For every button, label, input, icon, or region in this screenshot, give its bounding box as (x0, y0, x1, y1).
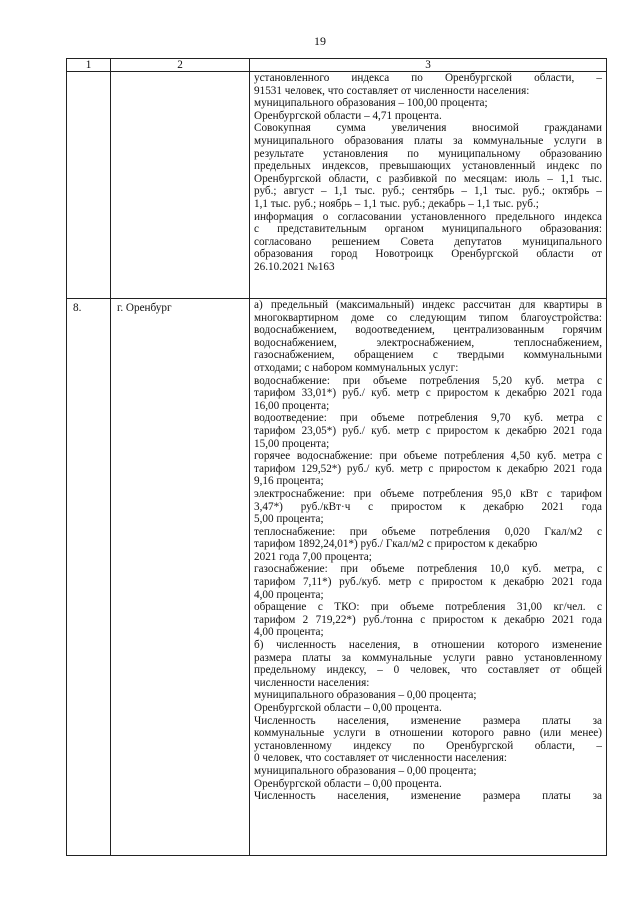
text-line: размера платы за коммунальные услуги равно установленному (254, 651, 602, 664)
text-line: результате установления по муниципальному образованию (254, 147, 602, 160)
text-line: согласовано решением Совета депутатов муниципального (254, 235, 602, 248)
text-line: многоквартирном доме со следующим типом благоустройства: (254, 311, 602, 324)
text-line: Оренбургской области, с разбивкой по месяцам: июль – 1,1 тыс. (254, 172, 602, 185)
text-line: Оренбургской области – 0,00 процента. (254, 777, 442, 790)
text-line: 4,00 процента; (254, 588, 324, 601)
text-line: водоснабжение: при объеме потребления 5,20 куб. метра с (254, 374, 602, 387)
text-line: электроснабжение: при объеме потребления 95,0 кВт с тарифом (254, 487, 602, 500)
text-line: муниципального образования платы за коммунальные услуги в (254, 134, 602, 147)
text-line: установленного индекса по Оренбургской области, – (254, 72, 602, 84)
text-line: водоотведение: при объеме потребления 9,70 куб. метра с (254, 412, 602, 425)
text-line: тарифом 129,52*) руб./ куб. метр с приростом к декабрю 2021 года (254, 462, 602, 475)
text-line: Численность населения, изменение размера платы за (254, 790, 602, 803)
text-line: б) численность населения, в отношении которого изменение (254, 639, 602, 652)
text-line: муниципального образования – 0,00 процента; (254, 689, 477, 702)
table-row (67, 72, 607, 299)
text-line: 1,1 тыс. руб.; ноябрь – 1,1 тыс. руб.; декабрь – 1,1 тыс. руб.; (254, 197, 539, 210)
municipality-name: г. Оренбург (111, 299, 250, 856)
text-line: обращение с ТКО: при объеме потребления 31,00 кг/чел. с (254, 601, 602, 614)
column-header-3: 3 (250, 59, 607, 72)
text-line: отходами; с набором коммунальных услуг: (254, 361, 459, 374)
text-line: тарифом 7,11*) руб./куб. метр с приростом к декабрю 2021 года (254, 576, 602, 589)
column-header-1: 1 (67, 59, 111, 72)
row-content (250, 72, 607, 299)
text-line: 4,00 процента; (254, 626, 324, 639)
text-line: водоснабжением, электроснабжением, теплоснабжением, (254, 336, 602, 349)
text-line: информация о согласовании установленного предельного индекса (254, 210, 602, 223)
text-line: муниципального образования – 100,00 процента; (254, 97, 488, 110)
text-line: тарифом 1892,24,01*) руб./ Гкал/м2 с приростом к декабрю (254, 538, 538, 551)
column-header-2: 2 (111, 59, 250, 72)
text-line: 16,00 процента; (254, 399, 330, 412)
text-line: 26.10.2021 №163 (254, 260, 335, 273)
text-line: Оренбургской области – 4,71 процента. (254, 109, 442, 122)
text-line: тарифом 2 719,22*) руб./тонна с приростом к декабрю 2021 года (254, 613, 602, 626)
row-number: 8. (67, 299, 111, 856)
text-line: муниципального образования – 0,00 процента; (254, 764, 477, 777)
text-line: тарифом 33,01*) руб./ куб. метр с приростом к декабрю 2021 года (254, 387, 602, 400)
text-line: 91531 человек, что составляет от численности населения: (254, 84, 530, 97)
text-line: установленному индексу по Оренбургской области, – (254, 739, 602, 752)
text-line: теплоснабжение: при объеме потребления 0,020 Гкал/м2 с (254, 525, 602, 538)
table-header-row (67, 59, 607, 72)
text-line: Численность населения, изменение размера платы за (254, 714, 602, 727)
row-content (250, 299, 607, 856)
text-line: водоснабжением, водоотведением, централизованным горячим (254, 324, 602, 337)
text-line: предельному индексу, – 0 человек, что составляет от общей (254, 664, 602, 677)
text-line: предельных индексов, превышающих установленный индекс по (254, 160, 602, 173)
text-line: 9,16 процента; (254, 475, 324, 488)
municipality-name (111, 72, 250, 299)
text-line: тарифом 23,05*) руб./ куб. метр с приростом к декабрю 2021 года (254, 424, 602, 437)
text-line: 0 человек, что составляет от численности населения: (254, 752, 507, 765)
text-line: Оренбургской области – 0,00 процента. (254, 702, 442, 714)
text-line: образования город Новотроицк Оренбургской области от (254, 248, 602, 261)
text-line: руб.; август – 1,1 тыс. руб.; сентябрь – 1,1 тыс. руб.; октябрь – (254, 185, 602, 198)
text-line: 5,00 процента; (254, 513, 324, 526)
text-line: газоснабжением, обращением с твердыми коммунальными (254, 349, 602, 362)
text-line: с представительным органом муниципального образования: (254, 223, 602, 236)
text-line: численности населения: (254, 676, 370, 689)
row-number (67, 72, 111, 299)
text-line: 15,00 процента; (254, 437, 330, 450)
text-line: газоснабжение: при объеме потребления 10,0 куб. метра, с (254, 563, 602, 576)
text-line: 3,47*) руб./кВт·ч с приростом к декабрю 2021 года (254, 500, 602, 513)
text-line: 2021 года 7,00 процента; (254, 550, 372, 563)
text-line: Совокупная сумма увеличения вносимой гражданами (254, 122, 602, 135)
text-line: горячее водоснабжение: при объеме потребления 4,50 куб. метра с (254, 450, 602, 463)
text-line: коммунальные услуги в отношении которого равно (или менее) (254, 727, 602, 740)
table-row (67, 299, 607, 856)
page-number: 19 (314, 34, 326, 48)
indices-table (66, 58, 607, 856)
text-line: а) предельный (максимальный) индекс рассчитан для квартиры в (254, 299, 602, 311)
